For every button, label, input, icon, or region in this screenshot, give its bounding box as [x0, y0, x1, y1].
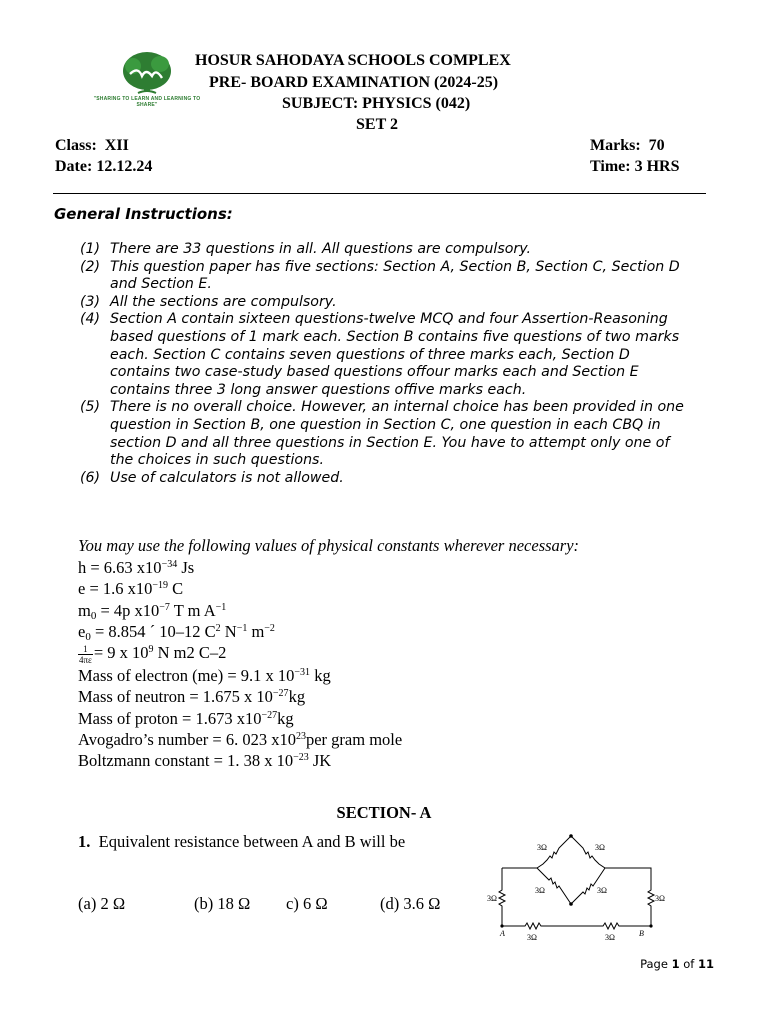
resistor-label: 3Ω	[605, 933, 615, 942]
constant-mu0: $m_0 = 4p$ $x10^{-7}$ T m $A^{-1}$	[78, 600, 227, 622]
constants-list	[78, 557, 402, 771]
marks-label: Marks:	[590, 137, 641, 154]
node-dot	[569, 834, 573, 838]
constants-intro: You may use the following values of physical constants wherever necessary:	[78, 536, 580, 555]
option-a: (a) 2 Ω	[78, 894, 126, 913]
page-number: Page 1 of 11	[640, 957, 714, 971]
constant-coulomb: $\frac{1}{4\pi\varepsilon}$ = 9 x $10^9$ N m2 C–2	[79, 643, 227, 665]
logo-tagline: "SHARING TO LEARN AND LEARNING TO SHARE"	[93, 96, 201, 108]
question-number: 1.	[78, 832, 91, 851]
option-c: c) 6 Ω	[286, 894, 328, 913]
option-b: (b) 18 Ω	[194, 894, 251, 913]
resistor-label: 3Ω	[655, 894, 665, 903]
node-b-dot	[649, 924, 652, 927]
option-d: (d) 3.6 Ω	[380, 894, 441, 913]
circuit-diagram	[485, 830, 675, 946]
header-divider	[53, 193, 706, 194]
constant-proton-mass: Mass of proton = 1.673 $x10^{-27}kg$	[78, 708, 294, 728]
node-b-label: B	[639, 929, 644, 938]
resistor-label: 3Ω	[487, 894, 497, 903]
instruction-item: (4) Section A contain sixteen questions-twelve MCQ and four Assertion-Reasoning based questions of 1 mark each. Section B contains five questions of two marks each. Section C contains seven questions of three marks each, Section D contains two case-study based questions offour marks each and Section E contains three 3 long answer questions offive marks each.	[80, 311, 680, 398]
constant-avogadro: Avogadro’s number = 6. 023 $x10^{23}per$ gram mole	[78, 729, 403, 749]
node-dot	[569, 902, 573, 906]
date-field: Date: 12.12.24	[55, 158, 153, 175]
constant-electron-mass: Mass of electron (me) = 9.1 x $10^{-31}$ kg	[78, 665, 331, 685]
constant-eps0: $e_0 = 8.854$ ´ 10–12 $C^2$ $N^{-1}$ $m^{-2}$	[78, 621, 275, 643]
subject-title: SUBJECT: PHYSICS (042)	[282, 95, 471, 112]
section-title: SECTION- A	[336, 803, 432, 822]
school-name: HOSUR SAHODAYA SCHOOLS COMPLEX	[195, 52, 511, 69]
instruction-item: (6) Use of calculators is not allowed.	[80, 469, 344, 486]
instructions-title: General Instructions:	[54, 205, 233, 223]
class-label: Class:	[55, 137, 97, 154]
question-text: Equivalent resistance between A and B will be	[98, 832, 406, 851]
constant-planck: h = 6.63 $x10^{-34}$ Js	[78, 558, 195, 577]
fraction: $\frac{1}{4\pi\varepsilon}$	[79, 643, 92, 665]
instruction-item: (1) There are 33 questions in all. All questions are compulsory.	[80, 241, 532, 257]
instructions-list	[80, 241, 690, 487]
resistor-label: 3Ω	[535, 886, 545, 895]
set-label: SET 2	[356, 116, 398, 133]
class-field	[55, 137, 129, 155]
instruction-item: (5) There is no overall choice. However, an internal choice has been provided in one question in Section B, one question in Section C, one question in each CBQ in section D and all three questions in Section E. You have to attempt only one of the choices in such questions.	[80, 399, 684, 469]
time-field: Time: 3 HRS	[590, 158, 680, 175]
class-value: XII	[104, 137, 129, 154]
resistor-label: 3Ω	[595, 843, 605, 852]
constant-boltzmann: Boltzmann constant = 1. 38 x $10^{-23}$ JK	[78, 751, 332, 771]
resistor-label: 3Ω	[527, 933, 537, 942]
constant-neutron-mass: Mass of neutron = 1.675 x $10^{-27}kg$	[78, 687, 306, 707]
node-a-label: A	[500, 929, 505, 938]
instruction-item: (3) All the sections are compulsory.	[80, 293, 337, 310]
resistor-label: 3Ω	[597, 886, 607, 895]
question-1	[78, 832, 405, 852]
marks-field	[590, 137, 665, 155]
resistor-label: 3Ω	[537, 843, 547, 852]
exam-title: PRE- BOARD EXAMINATION (2024-25)	[209, 74, 499, 91]
marks-value: 70	[648, 137, 665, 154]
constant-charge: e = 1.6 $x10^{-19}$ C	[78, 579, 184, 599]
instruction-item: (2) This question paper has five sections: Section A, Section B, Section C, Section D and Section E.	[80, 258, 680, 293]
node-a-dot	[500, 924, 503, 927]
